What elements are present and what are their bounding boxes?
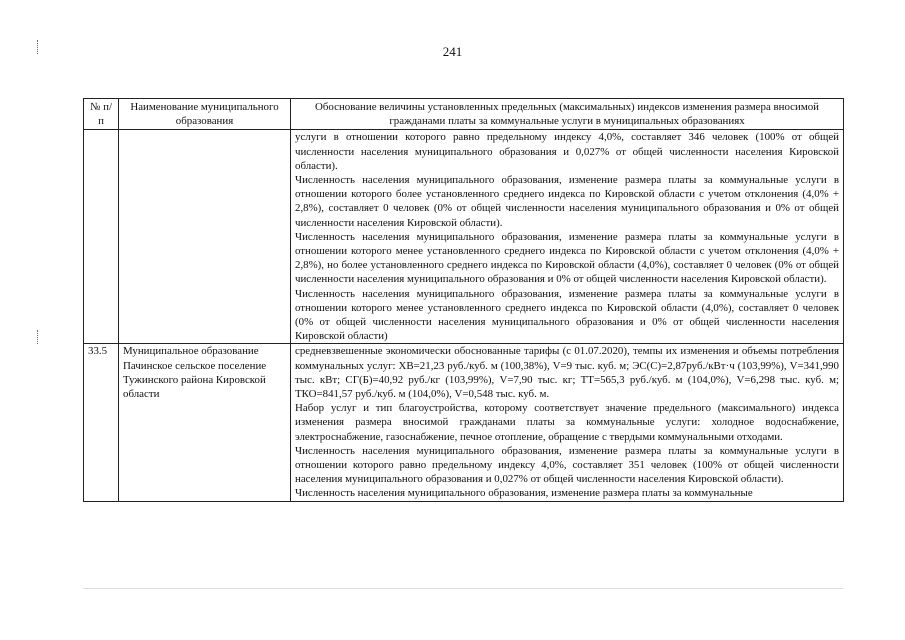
table-header-row [84,99,844,130]
page-bottom-margin [0,588,905,640]
row-municipality [119,130,291,344]
margin-mark-top [37,40,39,54]
header-justification: Обоснование величины установленных предельных (максимальных) индексов изменения размера вносимой гражданами платы за коммунальные услуги в муниципальных образованиях [291,99,844,130]
page-number: 241 [442,44,463,59]
row-number: 33.5 [84,344,119,501]
paragraph: Численность населения муниципального образования, изменение размера платы за коммунальные услуги в отношении которого равно предельному индексу 4,0%, составляет 351 человек (100% от общей численности населения муниципального образования и 0,027% от общей численности населения Кировской области). [295,444,839,486]
paragraph: Набор услуг и тип благоустройства, которому соответствует значение предельного (максимального) индекса изменения размера вносимой гражданами платы за коммунальные услуги: холодное водоснабжение, электроснабжение, газоснабжение, печное отопление, обращение с твердыми коммунальными отходами. [295,402,839,443]
table-cut-line [83,588,843,589]
paragraph: Численность населения муниципального образования, изменение размера платы за коммунальные услуги в отношении которого более установленного среднего индекса по Кировской области с учетом отклонения (4,0% + 2,8%), составляет 0 человек (0% от общей численности населения муниципального образования и 0% от общей численности населения Кировской области). [295,174,839,229]
table-row [84,344,844,501]
header-municipality: Наименование муниципального образования [119,99,291,130]
row-municipality: Муниципальное образование Пачинское сельское поселение Тужинского района Кировской области [119,344,291,501]
paragraph: средневзвешенные экономически обоснованные тарифы (с 01.07.2020), темпы их изменения и объемы потребления коммунальных услуг: ХВ=21,23 руб./куб. м (100,38%), V=9 тыс. куб. м; ЭС(С)=2,87руб./кВт·ч (103,99%), V=341,990 тыс. кВт; СГ(Б)=40,92 руб./кг (103,99%), V=7,90 тыс. кг; ТТ=565,3 руб./куб. м (104,0%), V=6,298 тыс. куб. м; ТКО=841,57 руб./куб. м (104,0%), V=0,548 тыс. куб. м. [295,345,839,401]
row-justification [291,344,844,501]
margin-mark-middle [37,330,39,344]
row-justification [291,130,844,344]
paragraph: Численность населения муниципального образования, изменение размера платы за коммунальные услуги в отношении которого менее установленного среднего индекса по Кировской области (4,0%), составляет 0 человек (0% от общей численности населения муниципального образования и 0% от общей численности населения Кировской области) [295,287,839,343]
paragraph: услуги в отношении которого равно предельному индексу 4,0%, составляет 346 человек (100% от общей численности населения муниципального образования и 0,027% от общей численности населения Кировской области). [295,131,839,172]
row-number [84,130,119,344]
header-number: № п/п [84,99,119,130]
indices-table [83,98,844,502]
paragraph: Численность населения муниципального образования, изменение размера платы за коммунальные услуги в отношении которого менее установленного среднего индекса по Кировской области с учетом отклонения (4,0% + 2,8%), но более установленного среднего индекса по Кировской области (4,0%), составляет 0 человек (0% от общей численности населения муниципального образования и 0% от общей численности населения Кировской области). [295,230,839,286]
paragraph: Численность населения муниципального образования, изменение размера платы за коммунальные [295,487,753,500]
table-row [84,130,844,344]
